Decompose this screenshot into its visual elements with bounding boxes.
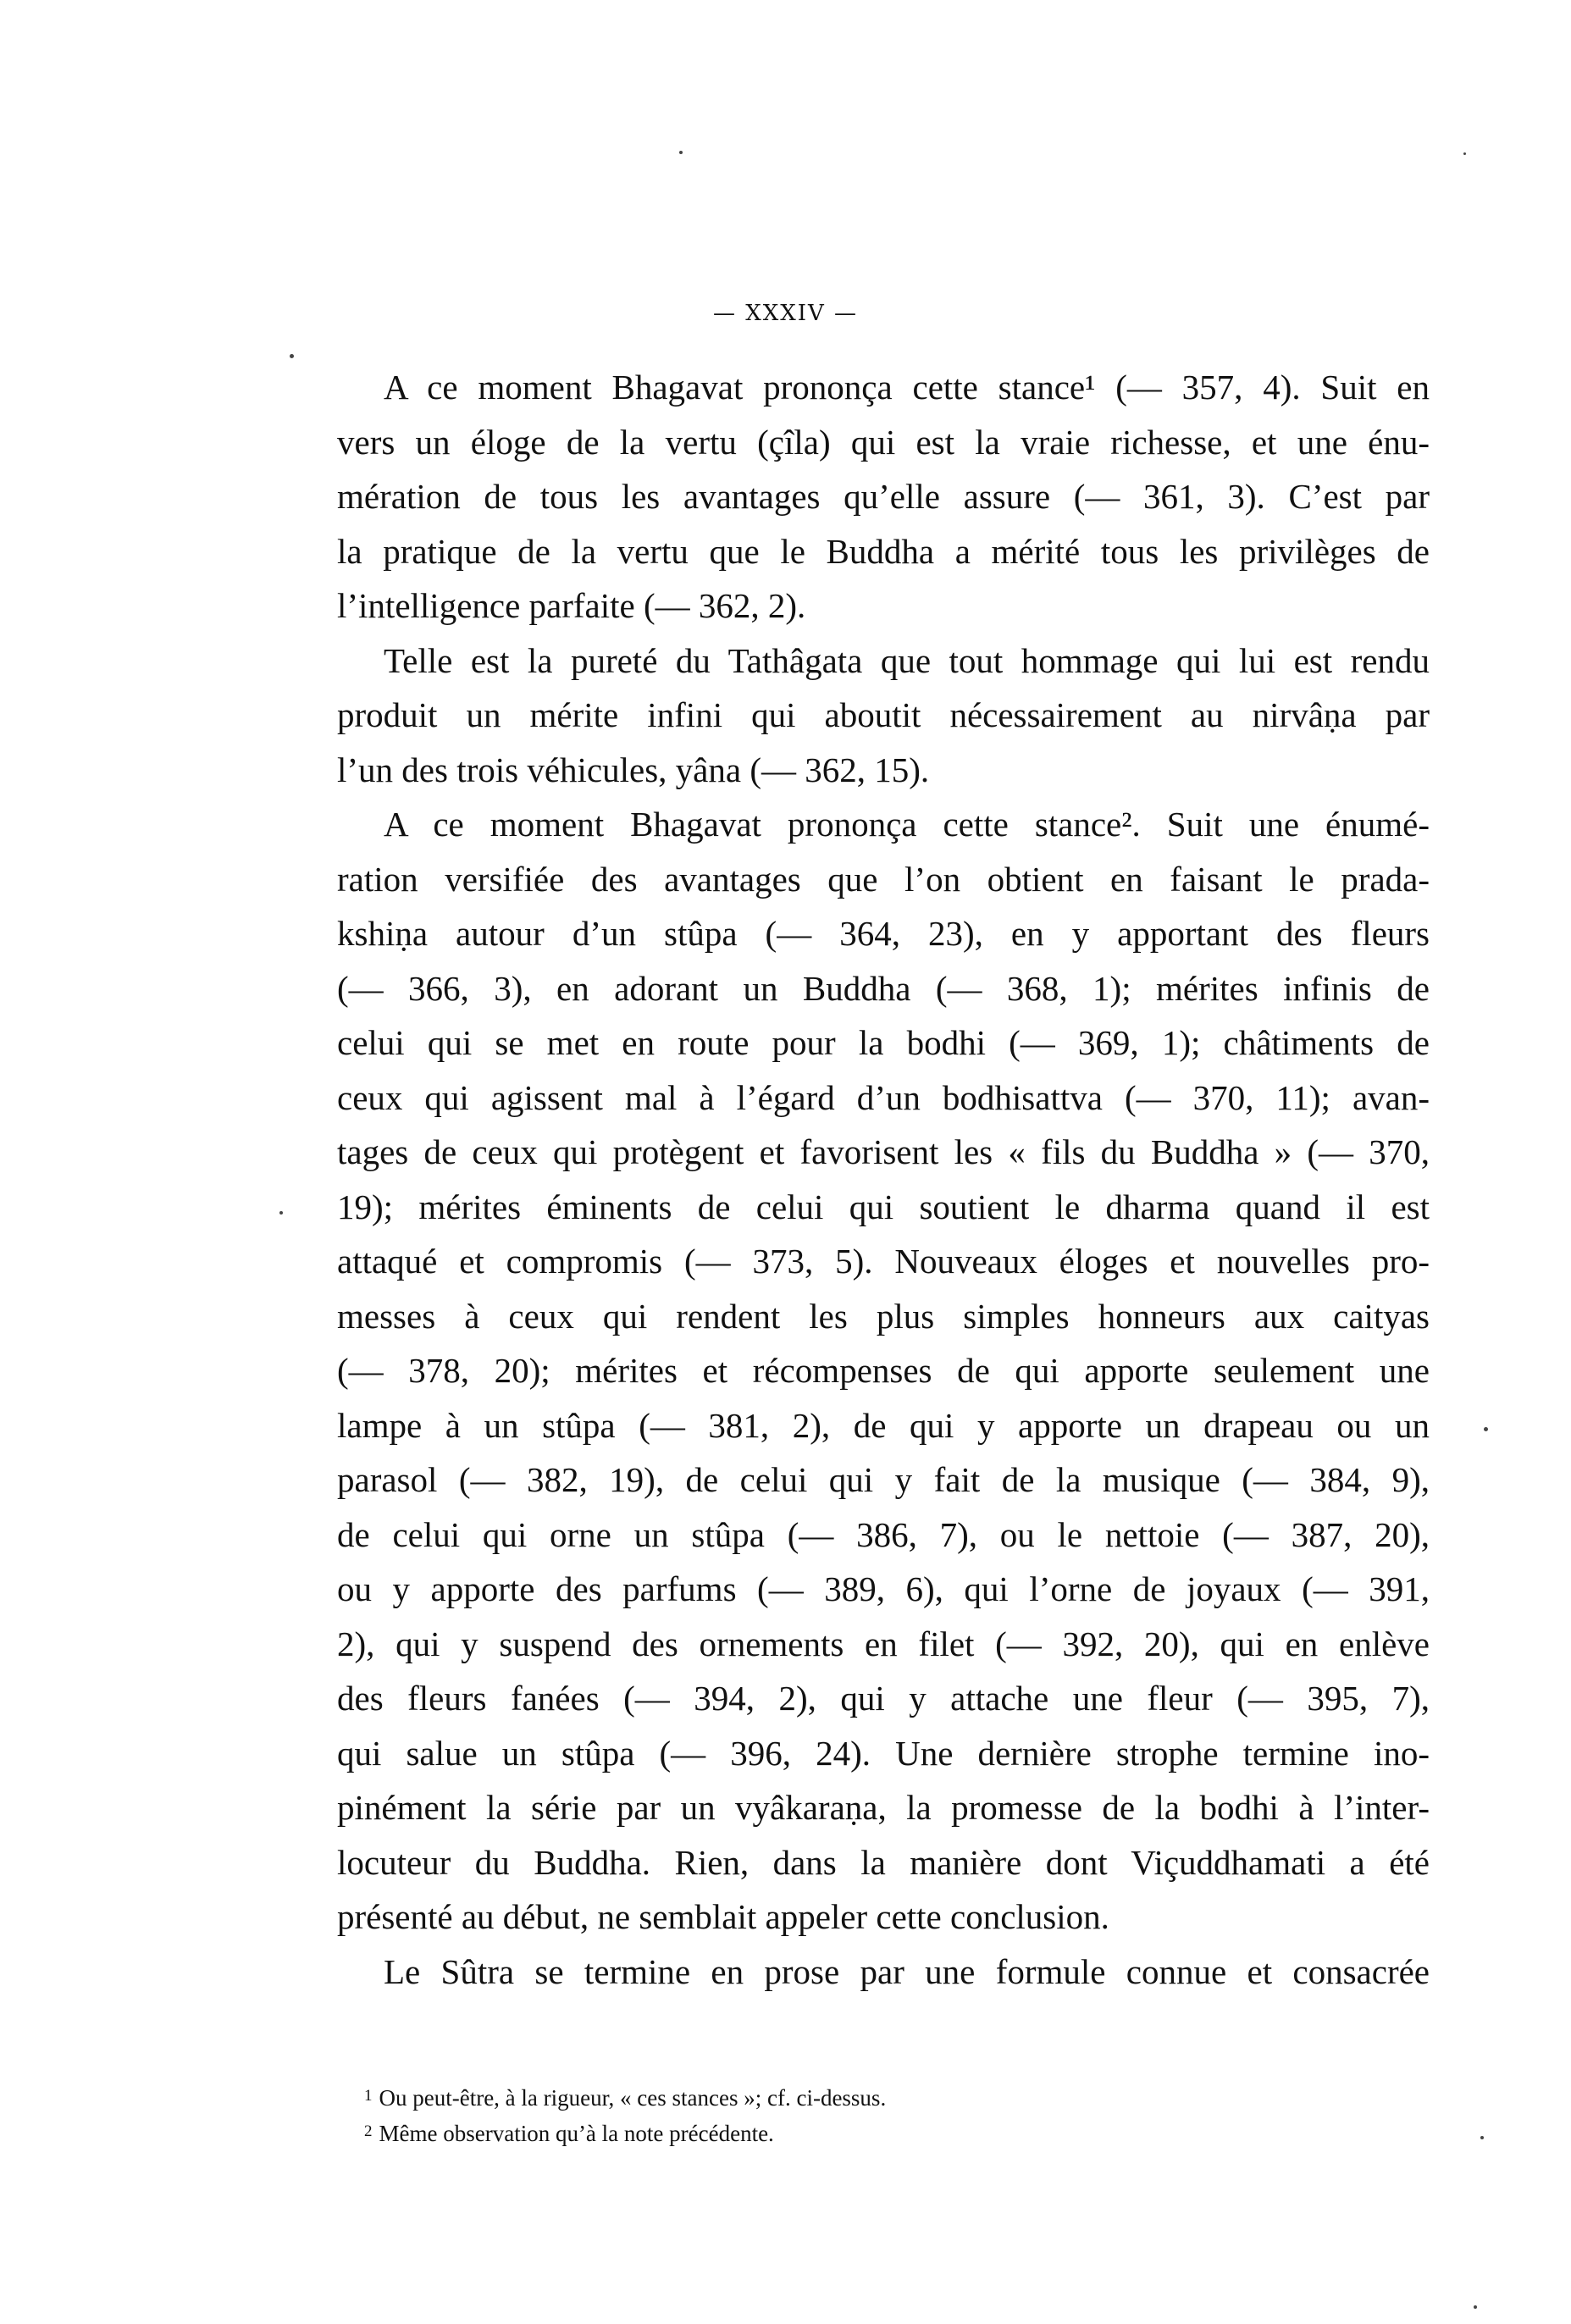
- body-line: ou y apporte des parfums (— 389, 6), qui l’orne de joyaux (— 391,: [337, 1569, 1430, 1608]
- footnotes: [364, 2079, 1380, 2150]
- body-line: tages de ceux qui protègent et favorisent les « fils du Buddha » (— 370,: [337, 1132, 1430, 1171]
- body-line: 2), qui y suspend des ornements en filet (— 392, 20), qui en enlève: [337, 1624, 1430, 1663]
- body-line: ceux qui agissent mal à l’égard d’un bodhisattva (— 370, 11); avan-: [337, 1077, 1430, 1117]
- body-line: A ce moment Bhagavat prononça cette stance¹ (— 357, 4). Suit en: [384, 368, 1430, 407]
- footnote: [364, 2115, 1380, 2150]
- scan-speck: [279, 1211, 283, 1215]
- scan-speck: [1484, 1427, 1488, 1431]
- footnote-mark: 2: [364, 2122, 373, 2140]
- body-line: la pratique de la vertu que le Buddha a mérité tous les privilèges de: [337, 531, 1430, 571]
- footnote-text: Même observation qu’à la note précédente.: [379, 2121, 774, 2146]
- scan-speck: [1463, 152, 1466, 155]
- body-line: (— 366, 3), en adorant un Buddha (— 368, 1); mérites infinis de: [337, 968, 1430, 1008]
- body-text: [337, 360, 1430, 1999]
- body-line: celui qui se met en route pour la bodhi (— 369, 1); châtiments de: [337, 1023, 1430, 1062]
- body-line: présenté au début, ne semblait appeler cette conclusion.: [337, 1897, 1109, 1936]
- body-line: des fleurs fanées (— 394, 2), qui y attache une fleur (— 395, 7),: [337, 1679, 1430, 1718]
- footnote-mark: 1: [364, 2087, 373, 2105]
- body-line: mération de tous les avantages qu’elle assure (— 361, 3). C’est par: [337, 477, 1430, 516]
- footnote-text: Ou peut-être, à la rigueur, « ces stances »; cf. ci-dessus.: [379, 2085, 887, 2111]
- body-line: parasol (— 382, 19), de celui qui y fait de la musique (— 384, 9),: [337, 1460, 1430, 1499]
- running-head-page-number: — XXXIV —: [712, 301, 859, 326]
- body-line: vers un éloge de la vertu (çîla) qui est la vraie richesse, et une énu-: [337, 422, 1430, 462]
- body-line: locuteur du Buddha. Rien, dans la manière dont Viçuddhamati a été: [337, 1842, 1430, 1882]
- body-line: Telle est la pureté du Tathâgata que tout hommage qui lui est rendu: [384, 640, 1430, 680]
- body-line: kshiṇa autour d’un stûpa (— 364, 23), en y apportant des fleurs: [337, 914, 1430, 953]
- body-line: l’un des trois véhicules, yâna (— 362, 15).: [337, 750, 930, 789]
- body-line: ration versifiée des avantages que l’on obtient en faisant le prada-: [337, 859, 1430, 899]
- scan-speck: [290, 354, 294, 358]
- body-line: messes à ceux qui rendent les plus simples honneurs aux caityas: [337, 1296, 1430, 1336]
- body-line: l’intelligence parfaite (— 362, 2).: [337, 586, 806, 625]
- body-line: 19); mérites éminents de celui qui soutient le dharma quand il est: [337, 1187, 1430, 1226]
- body-line: lampe à un stûpa (— 381, 2), de qui y apporte un drapeau ou un: [337, 1405, 1430, 1445]
- body-line: attaqué et compromis (— 373, 5). Nouveaux éloges et nouvelles pro-: [337, 1242, 1430, 1281]
- body-line: pinément la série par un vyâkaraṇa, la promesse de la bodhi à l’inter-: [337, 1788, 1430, 1827]
- body-line: de celui qui orne un stûpa (— 386, 7), ou le nettoie (— 387, 20),: [337, 1514, 1430, 1554]
- scan-speck: [1480, 2136, 1484, 2139]
- body-line: produit un mérite infini qui aboutit nécessairement au nirvâṇa par: [337, 695, 1430, 734]
- body-line: Le Sûtra se termine en prose par une formule connue et consacrée: [384, 1951, 1430, 1991]
- body-line: (— 378, 20); mérites et récompenses de qui apporte seulement une: [337, 1351, 1430, 1390]
- footnote: [364, 2079, 1380, 2115]
- scan-speck: [1474, 2305, 1477, 2309]
- body-line: qui salue un stûpa (— 396, 24). Une dernière strophe termine ino-: [337, 1733, 1430, 1773]
- body-line: A ce moment Bhagavat prononça cette stance². Suit une énumé-: [384, 805, 1430, 844]
- scan-speck: [679, 151, 683, 154]
